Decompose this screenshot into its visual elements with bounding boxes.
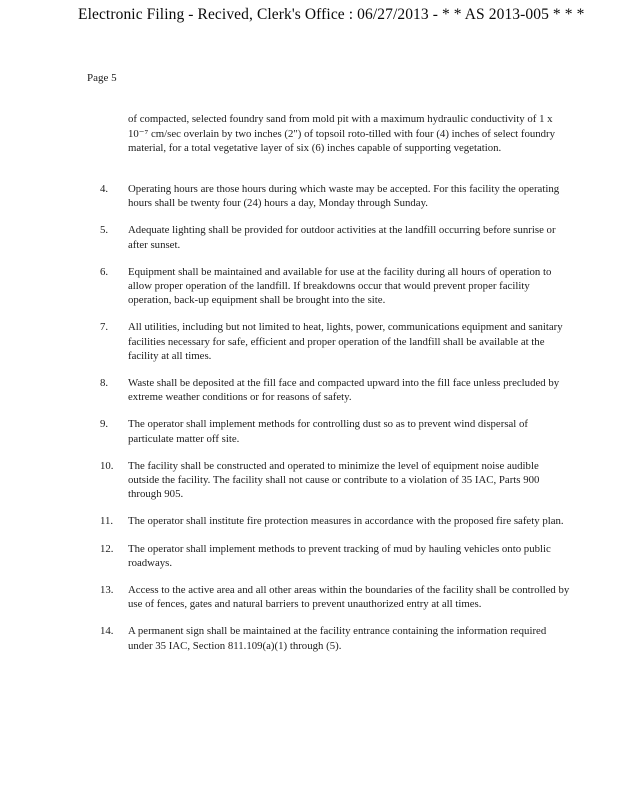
condition-list bbox=[100, 182, 570, 666]
condition-item-8 bbox=[100, 376, 570, 404]
condition-text: The operator shall implement methods for controlling dust so as to prevent wind dispersal of particulate matter off site. bbox=[128, 418, 529, 445]
condition-item-9 bbox=[100, 417, 570, 445]
condition-text: The facility shall be constructed and operated to minimize the level of equipment noise audible outside the facility. The facility shall not cause or contribute to a violation of 35 IAC, Parts 900 through 905. bbox=[128, 459, 540, 501]
condition-item-14 bbox=[100, 624, 570, 652]
condition-text: The operator shall implement methods to prevent tracking of mud by hauling vehicles onto public roadways. bbox=[128, 542, 551, 569]
condition-item-5 bbox=[100, 223, 570, 251]
condition-number: 10. bbox=[100, 459, 114, 472]
condition-number: 6. bbox=[100, 265, 109, 278]
condition-text: Operating hours are those hours during which waste may be accepted. For this facility the operating hours shall be twenty four (24) hours a day, Monday through Sunday. bbox=[128, 183, 560, 210]
condition-number: 5. bbox=[100, 224, 109, 237]
condition-text: A permanent sign shall be maintained at the facility entrance containing the information required under 35 IAC, Section 811.109(a)(1) through (5). bbox=[128, 625, 547, 652]
condition-number: 12. bbox=[100, 542, 114, 555]
condition-number: 7. bbox=[100, 321, 109, 334]
condition-number: 8. bbox=[100, 377, 109, 390]
condition-item-12 bbox=[100, 542, 570, 570]
condition-text: Equipment shall be maintained and available for use at the facility during all hours of operation to allow proper operation of the landfill. If breakdowns occur that would prevent proper facility operation, back-up equipment shall be brought into the site. bbox=[128, 265, 552, 307]
condition-item-10 bbox=[100, 459, 570, 502]
condition-item-13 bbox=[100, 583, 570, 611]
condition-text: The operator shall institute fire protection measures in accordance with the proposed fire safety plan. bbox=[128, 515, 564, 528]
condition-text: Waste shall be deposited at the fill face and compacted upward into the fill face unless precluded by extreme weather conditions or for reasons of safety. bbox=[128, 377, 560, 404]
condition-item-6 bbox=[100, 265, 570, 308]
condition-text: Adequate lighting shall be provided for outdoor activities at the landfill occurring before sunrise or after sunset. bbox=[128, 224, 556, 251]
condition-number: 11. bbox=[100, 515, 114, 528]
condition-item-11 bbox=[100, 514, 570, 528]
condition-number: 4. bbox=[100, 183, 109, 195]
condition-number: 13. bbox=[100, 584, 114, 597]
condition-item-7 bbox=[100, 320, 570, 363]
condition-number: 14. bbox=[100, 625, 114, 638]
continuation-paragraph: of compacted, selected foundry sand from mold pit with a maximum hydraulic conductivity of 1 x 10⁻⁷ cm/sec overlain by two inches (2") of topsoil roto-tilled with four (4) inches of select foundry material, for a total vegetative layer of six (6) inches capable of supporting vegetation. bbox=[128, 113, 556, 154]
condition-text: Access to the active area and all other areas within the boundaries of the facility shall be controlled by use of fences, gates and natural barriers to prevent unauthorized entry at all times. bbox=[128, 584, 570, 611]
condition-number: 9. bbox=[100, 418, 109, 431]
condition-text: All utilities, including but not limited to heat, lights, power, communications equipment and sanitary facilities necessary for safe, efficient and proper operation of the landfill shall be available at the facility at all times. bbox=[128, 321, 563, 362]
filing-header: Electronic Filing - Recived, Clerk's Office : 06/27/2013 - * * AS 2013-005 * * * bbox=[78, 6, 585, 23]
condition-item-4 bbox=[100, 182, 570, 210]
page-number: Page 5 bbox=[87, 72, 117, 84]
